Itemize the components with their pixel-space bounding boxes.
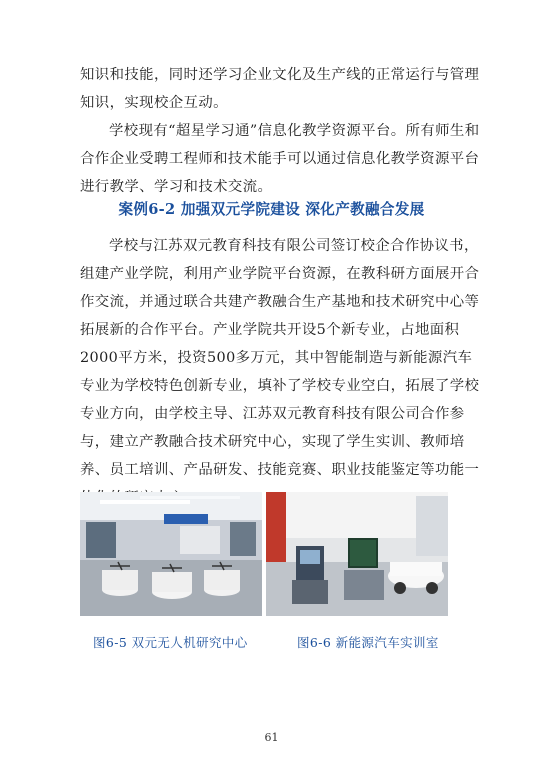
paragraph-continued: 知识和技能，同时还学习企业文化及生产线的正常运行与管理知识，实现校企互动。 [80, 67, 480, 111]
case-title: 案例6-2 加强双元学院建设 深化产教融合发展 [118, 201, 425, 218]
page-number: 61 [264, 731, 279, 744]
figure-drone-research-center-photo [80, 492, 262, 616]
figure-caption-6-6: 图6-6 新能源汽车实训室 [297, 635, 439, 650]
case-body: 学校与江苏双元教育科技有限公司签订校企合作协议书，组建产业学院，利用产业学院平台资源，在教科研方面展开合作交流，并通过联合共建产教融合生产基地和技术研究中心等拓展新的合作平台。产业学院共开设5个新专业，占地面积2000平方米，投资500多万元，其中智能制造与新能源汽车专业为学校特色创新专业，填补了学校专业空白，拓展了学校专业方向，由学校主导、江苏双元教育科技有限公司合作参与，建立产教融合技术研究中心，实现了学生实训、教师培养、员工培训、产品研发、技能竞赛、职业技能鉴定等功能一 [80, 238, 480, 478]
figure-new-energy-vehicle-lab-photo [266, 492, 448, 616]
paragraph-platform: 学校现有“超星学习通”信息化教学资源平台。所有师生和合作企业受聘工程师和技术能手可以通过信息化教学资源平台进行教学、学习和技术交流。 [80, 123, 480, 195]
figure-caption-6-5: 图6-5 双元无人机研究中心 [93, 635, 248, 650]
